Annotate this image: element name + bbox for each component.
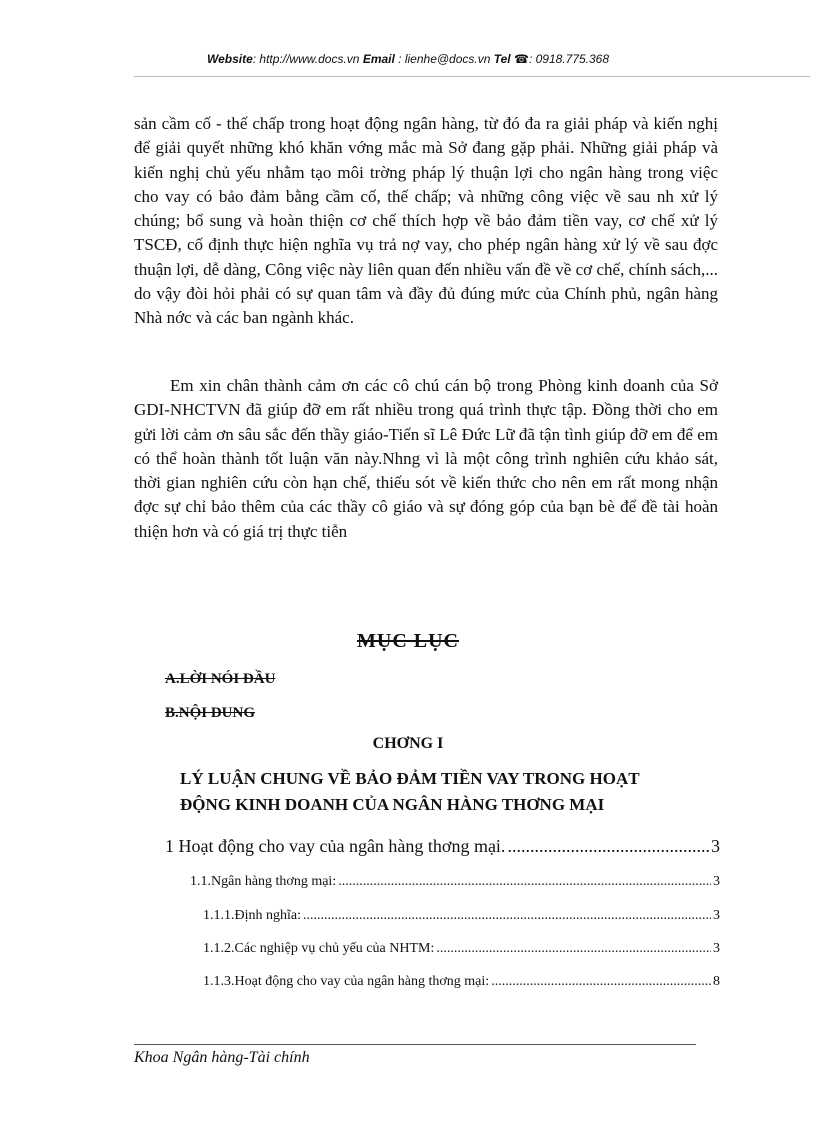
chapter-title-line-2: ĐỘNG KINH DOANH CỦA NGÂN HÀNG THƠNG MẠI xyxy=(180,795,605,814)
page-footer: Khoa Ngân hàng-Tài chính xyxy=(134,1049,310,1066)
website-value: : http://www.docs.vn xyxy=(252,52,360,66)
toc-entry xyxy=(190,874,720,890)
toc-leader-dots xyxy=(507,836,709,857)
header-divider xyxy=(134,76,810,77)
toc-section-a: A.LỜI NÓI ĐẦU xyxy=(165,671,276,687)
body-paragraph-1: sản cầm cố - thế chấp trong hoạt động ngân hàng, từ đó đa ra giải pháp và kiến nghị để giải quyết những khó khăn vớng mắc mà Sở đang gặp phải. Những giải pháp và kiến nghị chủ yếu nhằm tạo môi trờng pháp lý thuận lợi cho ngân hàng trong việc cho vay có bảo đảm bằng cầm cố, thế chấp; và những công việc về sau nh xử lý chúng; bổ sung và hoàn thiện cơ chế thích hợp về bảo đảm tiền vay, cơ chế xử lý TSCĐ, cố định thực hiện nghĩa vụ trả nợ vay, cho phép ngân hàng xử lý về sau đợc thuận lợi, dễ dàng, Công việc này liên quan đến nhiều vấn đề về cơ chế, chính sách,... do vậy đòi hỏi phải có sự quan tâm và đầy đủ đúng mức của Chính phủ, ngân hàng Nhà nớc và các ban ngành khác. xyxy=(134,114,718,328)
toc-entry xyxy=(165,836,720,857)
toc-entry-label: 1.1.3.Hoạt động cho vay của ngân hàng thơng mại: xyxy=(203,974,490,989)
toc-entry-page: 3 xyxy=(713,941,720,956)
footer-divider xyxy=(134,1044,696,1045)
toc-entry-label: 1.1.1.Định nghĩa: xyxy=(203,908,301,923)
toc-entry-page: 3 xyxy=(713,908,720,923)
toc-entry-page: 3 xyxy=(713,874,720,889)
toc-entry-label: 1.1.2.Các nghiệp vụ chủ yếu của NHTM: xyxy=(203,941,435,956)
toc-entry-label: 1 Hoạt động cho vay của ngân hàng thơng mại. xyxy=(165,836,506,856)
toc-leader-dots xyxy=(436,941,711,957)
toc-leader-dots xyxy=(491,974,711,990)
tel-value: : 0918.775.368 xyxy=(528,52,610,66)
toc-entry xyxy=(203,908,720,924)
website-label: Website xyxy=(206,52,253,66)
chapter-title-line-1: LÝ LUẬN CHUNG VỀ BẢO ĐẢM TIỀN VAY TRONG HOẠT xyxy=(180,769,640,788)
toc-title: MỤC LỤC xyxy=(357,630,459,652)
toc-leader-dots xyxy=(338,874,711,890)
email-value: : lienhe@docs.vn xyxy=(398,52,491,66)
chapter-heading: CHƠNG I xyxy=(372,735,444,752)
toc-entry xyxy=(203,941,720,957)
toc-leader-dots xyxy=(303,908,711,924)
toc-entry-label: 1.1.Ngân hàng thơng mại: xyxy=(190,874,337,889)
email-label: Email xyxy=(362,52,395,66)
body-paragraph-2: Em xin chân thành cảm ơn các cô chú cán bộ trong Phòng kinh doanh của Sở GDI-NHCTVN đã giúp đỡ em rất nhiều trong quá trình thực tập. Đồng thời cho em gửi lời cảm ơn sâu sắc đến thầy giáo-Tiến sĩ Lê Đức Lữ đã tận tình giúp đỡ em để em có thể hoàn thành tốt luận văn này.Nhng vì là một công trình nghiên cứu khảo sát, thời gian nghiên cứu còn hạn chế, thiếu sót về kiến thức cho nên em rất mong nhận đợc sự chỉ bảo thêm của các thầy cô giáo và sự đóng góp của bạn bè để đề tài hoàn thiện hơn và có giá trị thực tiễn xyxy=(134,376,718,541)
chapter-title xyxy=(180,766,740,818)
page-header xyxy=(0,52,816,66)
toc-section-b: B.NỘI DUNG xyxy=(165,705,256,721)
toc-entry-page: 8 xyxy=(713,974,720,989)
tel-label: Tel xyxy=(493,52,511,66)
phone-icon: ☎ xyxy=(514,52,529,66)
toc-entry xyxy=(203,974,720,990)
toc-entry-page: 3 xyxy=(711,836,720,856)
